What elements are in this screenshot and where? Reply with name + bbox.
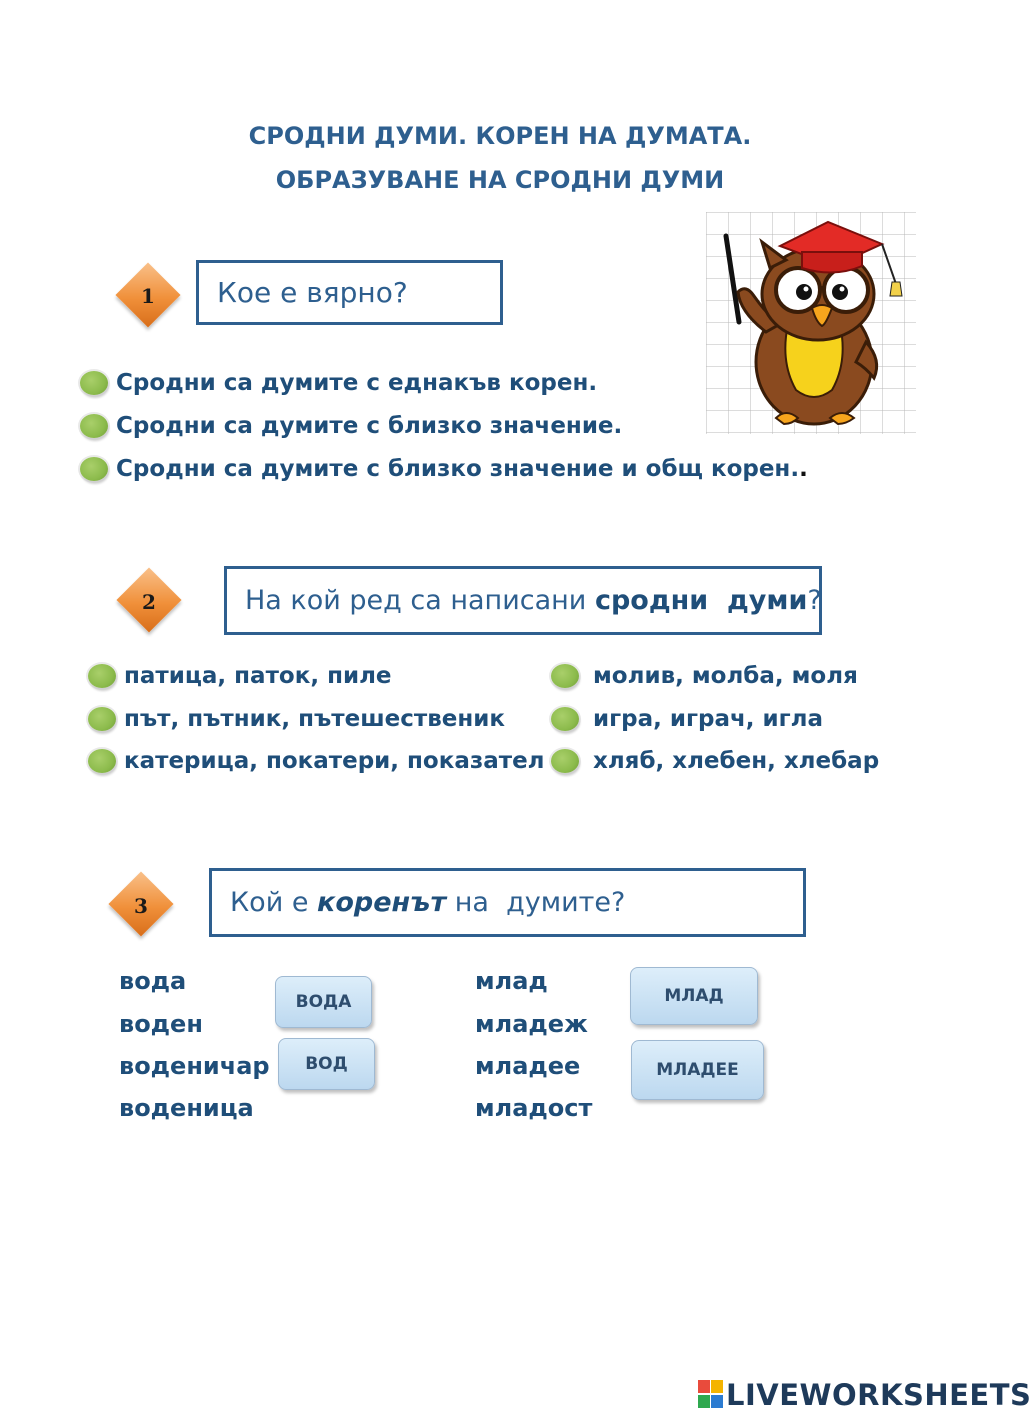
radio-dot-icon[interactable] — [88, 749, 116, 773]
page-title-line2: ОБРАЗУВАНЕ НА СРОДНИ ДУМИ — [275, 166, 725, 194]
radio-dot-icon[interactable] — [80, 371, 108, 395]
option-label: патица, паток, пиле — [124, 663, 392, 689]
section2-right-option-2[interactable] — [551, 706, 823, 732]
word-left-1: вода — [119, 967, 187, 995]
answer-button-vod[interactable]: ВОД — [278, 1038, 375, 1090]
section3-question-start: Кой е — [230, 887, 318, 918]
word-right-2: младеж — [475, 1010, 588, 1038]
option-label: Сродни са думите с близко значение и общ корен. — [116, 456, 800, 482]
option-label: молив, молба, моля — [593, 663, 858, 689]
word-left-3: воденичар — [119, 1052, 270, 1080]
radio-dot-icon[interactable] — [88, 707, 116, 731]
section2-number: 2 — [142, 590, 156, 614]
radio-dot-icon[interactable] — [551, 749, 579, 773]
section2-question-bold: сродни думи — [594, 585, 808, 616]
option-label: Сродни са думите с еднакъв корен. — [116, 370, 598, 396]
word-left-2: воден — [119, 1010, 203, 1038]
section2-question-start: На кой ред са написани — [245, 585, 595, 616]
liveworksheets-logo — [698, 1378, 1031, 1412]
page-title-line1: СРОДНИ ДУМИ. КОРЕН НА ДУМАТА. — [248, 122, 752, 150]
option-label: хляб, хлебен, хлебар — [593, 748, 880, 774]
section3-number: 3 — [134, 894, 148, 918]
word-right-1: млад — [475, 967, 548, 995]
section3-question-end: на думите? — [446, 887, 626, 918]
word-right-3: младее — [475, 1052, 581, 1080]
section2-question-end: ? — [807, 585, 822, 616]
section2-left-option-2[interactable] — [88, 706, 505, 732]
logo-text: LIVEWORKSHEETS — [726, 1378, 1031, 1412]
option-label: катерица, покатери, показател — [124, 748, 545, 774]
answer-button-mlad[interactable]: МЛАД — [630, 967, 758, 1025]
radio-dot-icon[interactable] — [551, 664, 579, 688]
answer-button-voda[interactable]: ВОДА — [275, 976, 372, 1028]
section2-right-option-3[interactable] — [551, 748, 879, 774]
section3-question-box — [209, 868, 806, 937]
section1-number: 1 — [141, 284, 155, 308]
section1-option-1[interactable] — [80, 370, 597, 396]
option-label: път, пътник, пътешественик — [124, 706, 505, 732]
section1-question: Кое е вярно? — [217, 276, 408, 309]
word-right-4: младост — [475, 1094, 593, 1122]
section1-option-3[interactable] — [80, 456, 808, 482]
option-label: игра, играч, игла — [593, 706, 824, 732]
answer-button-mladee[interactable]: МЛАДЕЕ — [631, 1040, 764, 1100]
radio-dot-icon[interactable] — [551, 707, 579, 731]
option-label: Сродни са думите с близко значение. — [116, 413, 623, 439]
liveworksheets-logo-icon — [698, 1380, 724, 1410]
radio-dot-icon[interactable] — [80, 414, 108, 438]
section1-question-box — [196, 260, 503, 325]
owl-teacher-illustration — [706, 212, 916, 434]
section2-right-option-1[interactable] — [551, 663, 858, 689]
radio-dot-icon[interactable] — [80, 457, 108, 481]
section3-question-bold: коренът — [317, 887, 447, 918]
radio-dot-icon[interactable] — [88, 664, 116, 688]
option-period: . — [799, 456, 808, 482]
section1-option-2[interactable] — [80, 413, 622, 439]
word-left-4: воденица — [119, 1094, 254, 1122]
section2-left-option-1[interactable] — [88, 663, 392, 689]
owl-icon — [706, 212, 916, 434]
section2-left-option-3[interactable] — [88, 748, 545, 774]
section2-question-box — [224, 566, 822, 635]
